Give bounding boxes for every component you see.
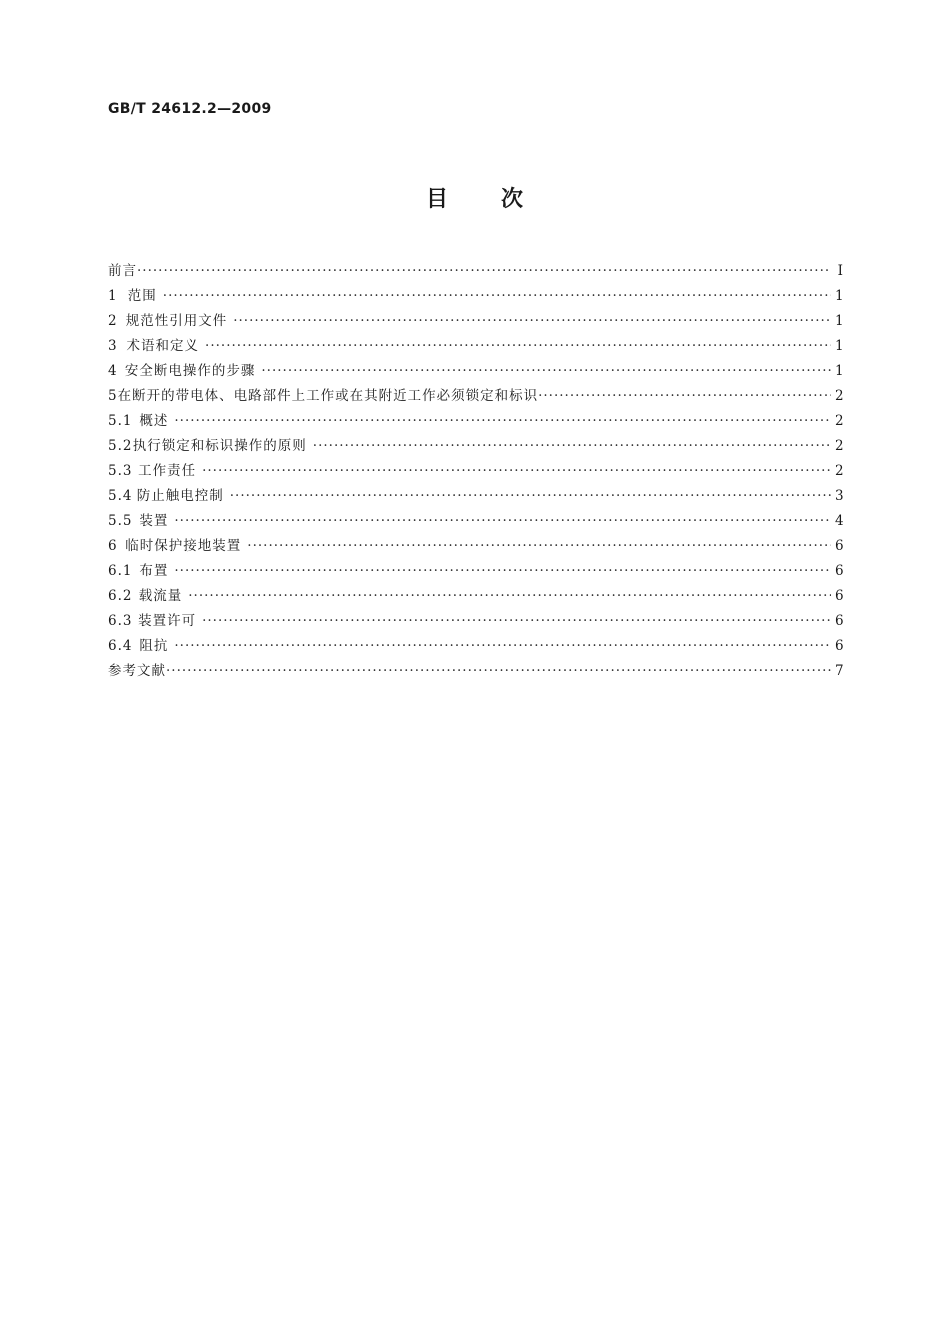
toc-leader-dots bbox=[538, 384, 831, 409]
table-of-contents bbox=[108, 259, 843, 684]
toc-page-number: 6 bbox=[835, 538, 844, 554]
toc-entry-title: 执行锁定和标识操作的原则 bbox=[132, 438, 307, 454]
toc-entry-6-3[interactable] bbox=[108, 609, 843, 634]
toc-entry-number: 6 bbox=[108, 538, 118, 554]
toc-leader-dots bbox=[230, 484, 831, 509]
toc-entry-6-1[interactable] bbox=[108, 559, 843, 584]
toc-entry-5[interactable] bbox=[108, 384, 843, 409]
toc-leader-dots bbox=[174, 409, 831, 434]
toc-entry-title: 前言 bbox=[108, 263, 137, 279]
toc-entry-2[interactable] bbox=[108, 309, 843, 334]
toc-entry-number: 2 bbox=[108, 313, 118, 329]
toc-title-char: 目 bbox=[425, 187, 449, 212]
toc-entry-title: 参考文献 bbox=[108, 663, 166, 679]
toc-leader-dots bbox=[233, 309, 831, 334]
toc-page-number: 2 bbox=[835, 413, 844, 429]
toc-entry-number: 6.3 bbox=[108, 613, 133, 629]
toc-entry-title: 临时保护接地装置 bbox=[125, 538, 242, 554]
toc-entry-5-4[interactable] bbox=[108, 484, 843, 509]
toc-page-number: 2 bbox=[835, 388, 844, 404]
toc-entry-title: 工作责任 bbox=[138, 463, 197, 479]
toc-page-number: 7 bbox=[835, 663, 844, 679]
toc-entry-1[interactable] bbox=[108, 284, 843, 309]
toc-entry-number: 6.2 bbox=[108, 588, 133, 604]
toc-entry-title: 防止触电控制 bbox=[136, 488, 224, 504]
toc-entry-number: 5.3 bbox=[108, 463, 133, 479]
toc-entry-number: 3 bbox=[108, 338, 118, 354]
toc-page-number: 6 bbox=[835, 563, 844, 579]
toc-entry-number: 5.1 bbox=[108, 413, 133, 429]
toc-page-number: 1 bbox=[835, 363, 844, 379]
toc-entry-number: 1 bbox=[108, 288, 118, 304]
toc-leader-dots bbox=[188, 584, 831, 609]
toc-page-number: 3 bbox=[835, 488, 844, 504]
toc-entry-number: 5 bbox=[108, 388, 118, 404]
toc-entry-number: 4 bbox=[108, 363, 118, 379]
toc-entry-title: 阻抗 bbox=[139, 638, 169, 654]
toc-entry-number: 5.2 bbox=[108, 438, 133, 454]
toc-entry-title: 装置许可 bbox=[138, 613, 197, 629]
toc-entry-title: 安全断电操作的步骤 bbox=[124, 363, 256, 379]
toc-leader-dots bbox=[166, 659, 831, 684]
toc-entry-foreword[interactable] bbox=[108, 259, 843, 284]
toc-page-number: 1 bbox=[835, 313, 844, 329]
toc-entry-5-3[interactable] bbox=[108, 459, 843, 484]
toc-page-number: 1 bbox=[835, 338, 844, 354]
toc-entry-number: 6.1 bbox=[108, 563, 133, 579]
toc-entry-number: 6.4 bbox=[108, 638, 133, 654]
toc-entry-6-2[interactable] bbox=[108, 584, 843, 609]
toc-leader-dots bbox=[261, 359, 831, 384]
toc-page-number: 4 bbox=[835, 513, 844, 529]
toc-entry-5-5[interactable] bbox=[108, 509, 843, 534]
toc-leader-dots bbox=[137, 259, 831, 284]
toc-leader-dots bbox=[202, 609, 831, 634]
toc-entry-3[interactable] bbox=[108, 334, 843, 359]
toc-leader-dots bbox=[205, 334, 831, 359]
toc-title-char: 次 bbox=[501, 187, 525, 212]
toc-leader-dots bbox=[247, 534, 831, 559]
toc-entry-title: 规范性引用文件 bbox=[125, 313, 228, 329]
toc-entry-6[interactable] bbox=[108, 534, 843, 559]
toc-page-number: 1 bbox=[835, 288, 844, 304]
toc-leader-dots bbox=[163, 284, 831, 309]
toc-entry-title: 载流量 bbox=[138, 588, 183, 604]
toc-leader-dots bbox=[202, 459, 831, 484]
toc-entry-6-4[interactable] bbox=[108, 634, 843, 659]
toc-leader-dots bbox=[174, 509, 831, 534]
toc-entry-5-1[interactable] bbox=[108, 409, 843, 434]
toc-entry-references[interactable] bbox=[108, 659, 843, 684]
toc-entry-title: 概述 bbox=[139, 413, 169, 429]
toc-entry-number: 5.5 bbox=[108, 513, 133, 529]
toc-entry-4[interactable] bbox=[108, 359, 843, 384]
toc-entry-title: 术语和定义 bbox=[126, 338, 200, 354]
toc-leader-dots bbox=[313, 434, 831, 459]
toc-entry-5-2[interactable] bbox=[108, 434, 843, 459]
toc-entry-number: 5.4 bbox=[108, 488, 133, 504]
toc-entry-title: 布置 bbox=[139, 563, 169, 579]
toc-page-number: 6 bbox=[835, 638, 844, 654]
document-code: GB/T 24612.2—2009 bbox=[108, 101, 272, 117]
toc-entry-title: 在断开的带电体、电路部件上工作或在其附近工作必须锁定和标识 bbox=[117, 388, 539, 404]
toc-page-number: 6 bbox=[835, 613, 844, 629]
toc-leader-dots bbox=[174, 634, 831, 659]
toc-title bbox=[0, 182, 950, 213]
toc-leader-dots bbox=[174, 559, 831, 584]
toc-page-number: 2 bbox=[835, 463, 844, 479]
toc-entry-title: 装置 bbox=[139, 513, 169, 529]
toc-page-number: 2 bbox=[835, 438, 844, 454]
toc-entry-title: 范围 bbox=[127, 288, 157, 304]
toc-page-number: Ⅰ bbox=[837, 263, 843, 279]
toc-page-number: 6 bbox=[835, 588, 844, 604]
